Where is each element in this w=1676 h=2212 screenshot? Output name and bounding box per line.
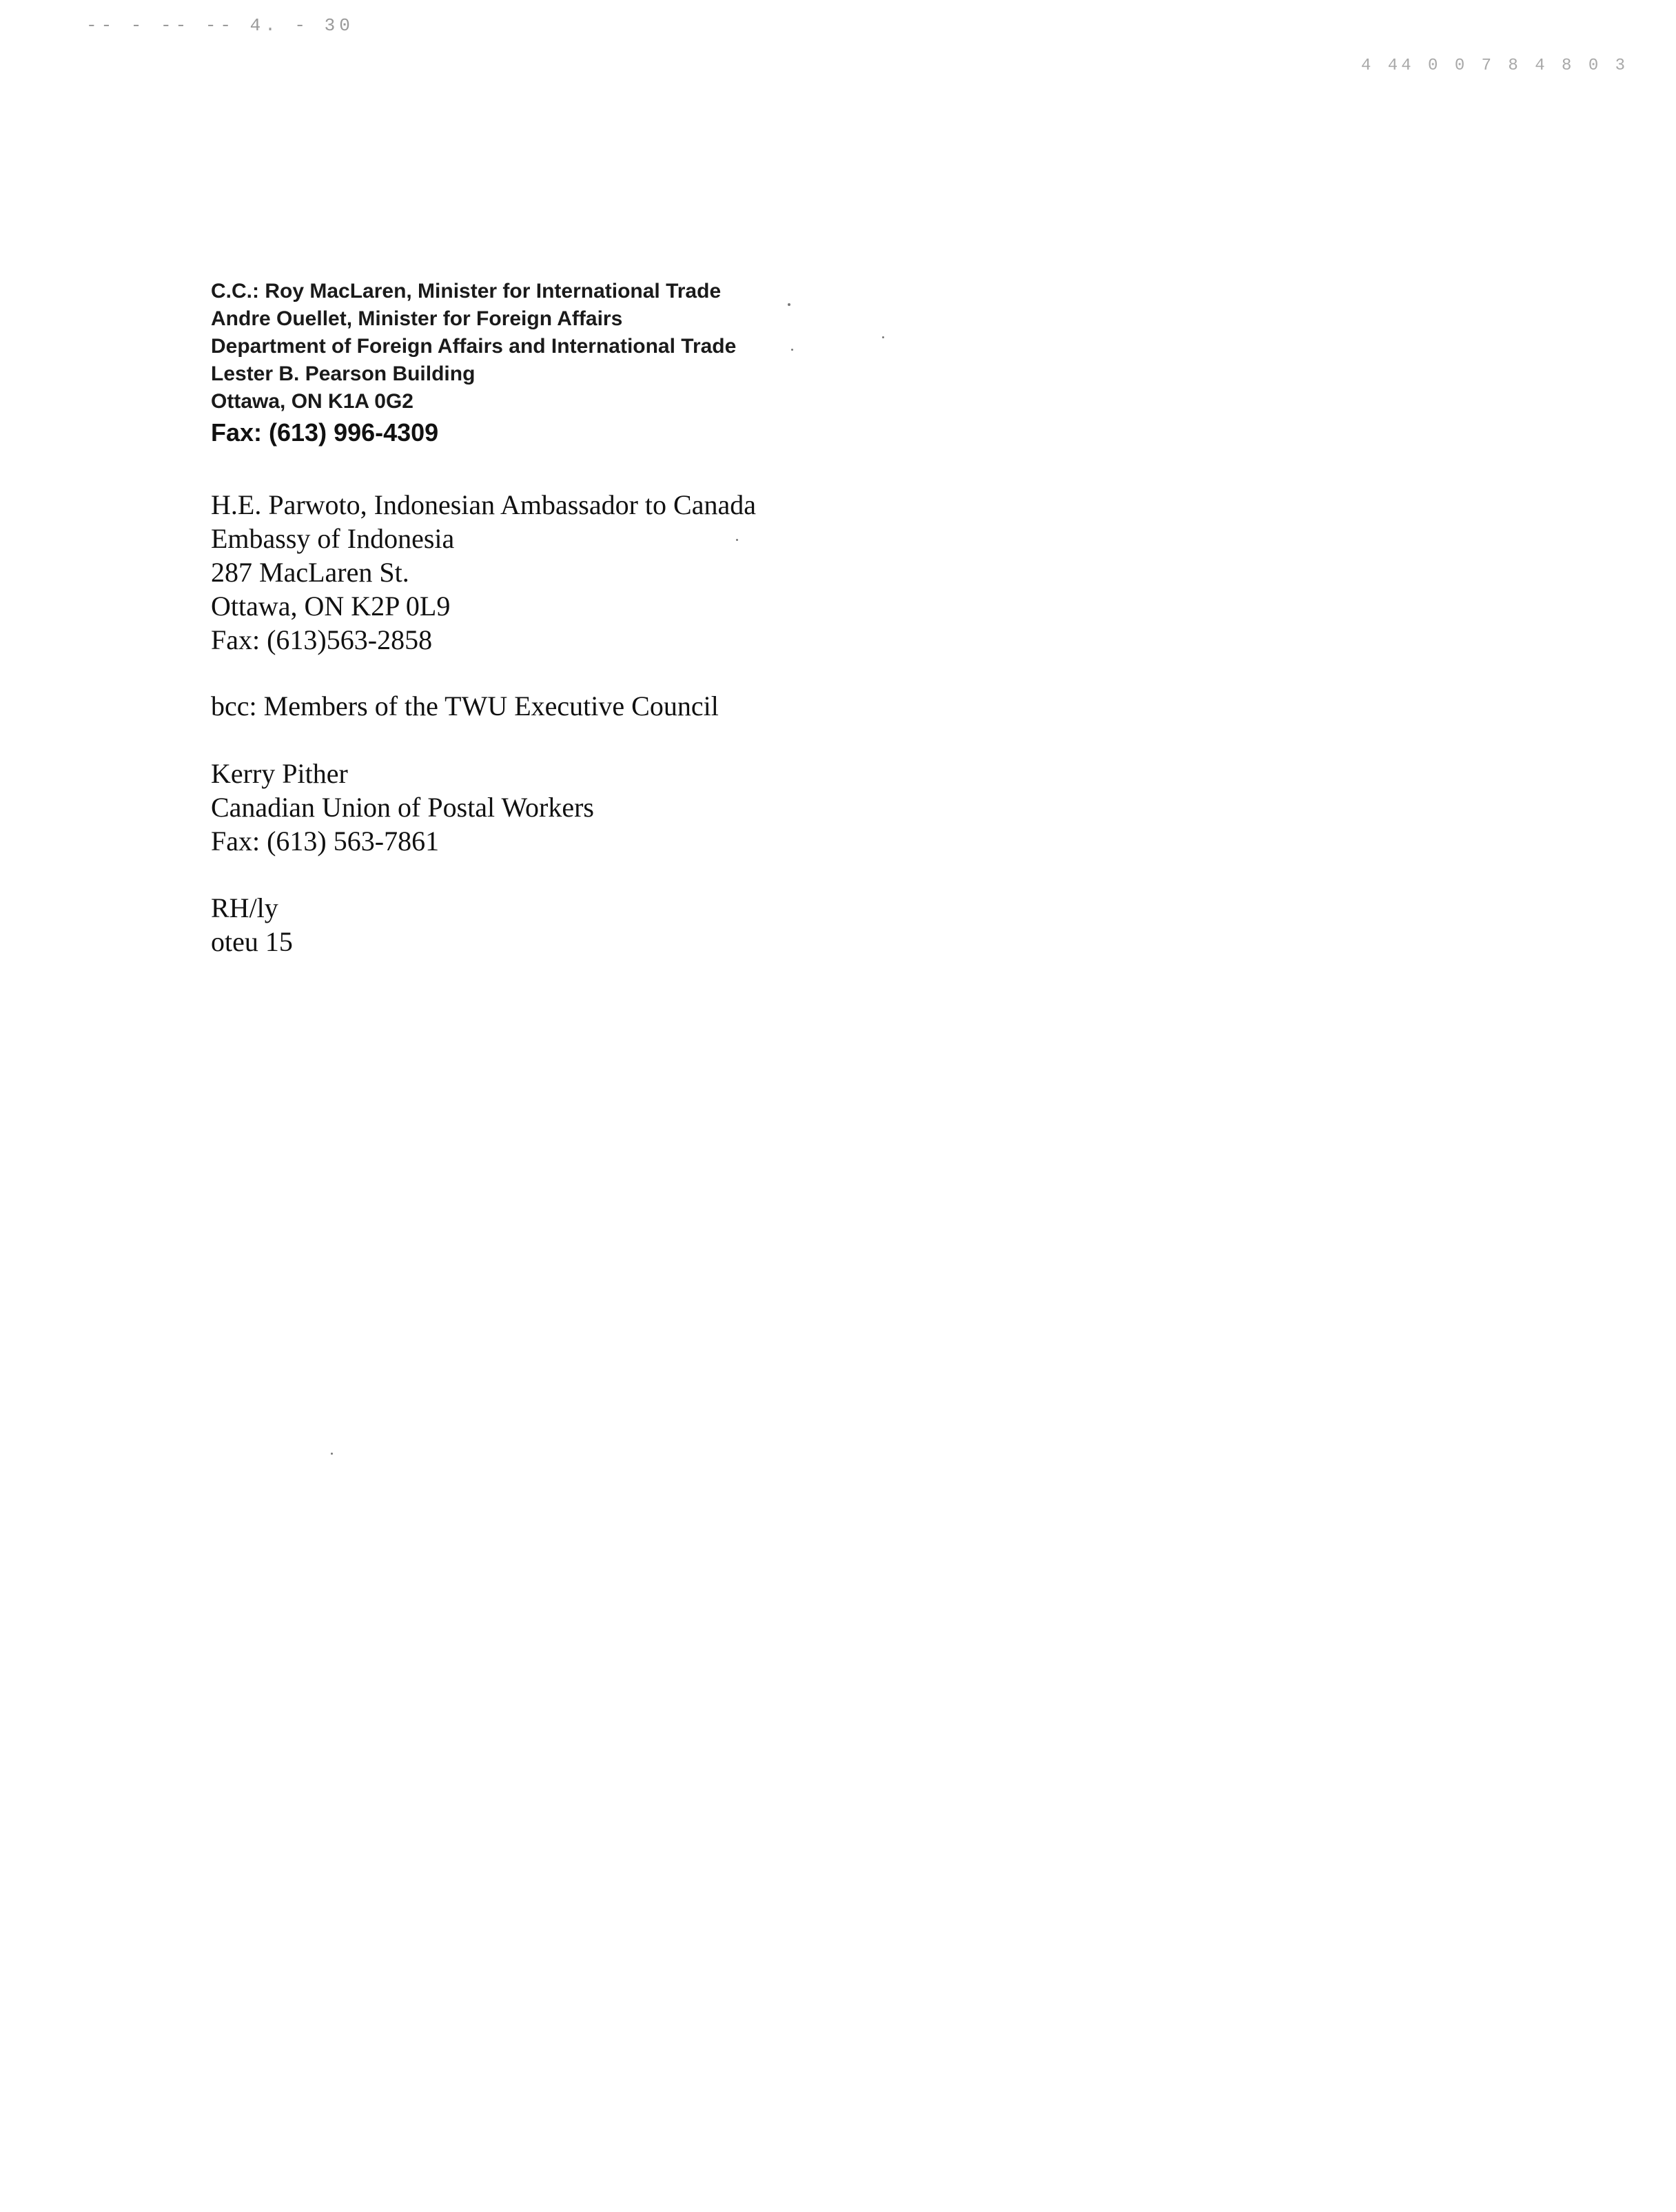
- scan-speck: [788, 303, 790, 306]
- ambassador-fax-number: Fax: (613)563-2858: [211, 624, 433, 655]
- ambassador-address-block: [211, 488, 756, 657]
- cc-line: Ottawa, ON K1A 0G2: [211, 390, 413, 413]
- cc-fax-number: Fax: (613) 996-4309: [211, 418, 439, 447]
- pither-address-block: [211, 757, 594, 858]
- contact-name: Kerry Pither: [211, 758, 348, 789]
- address-line: 287 MacLaren St.: [211, 557, 409, 588]
- cc-line: C.C.: Roy MacLaren, Minister for International Trade: [211, 280, 722, 303]
- contact-organization: Canadian Union of Postal Workers: [211, 792, 594, 823]
- scan-speck: [736, 539, 738, 541]
- typist-initials: RH/ly: [211, 892, 278, 923]
- cc-line: Lester B. Pearson Building: [211, 362, 476, 385]
- address-line: Embassy of Indonesia: [211, 523, 455, 554]
- address-line: H.E. Parwoto, Indonesian Ambassador to Canada: [211, 489, 756, 520]
- scan-speck: [882, 336, 884, 338]
- fax-transmission-header-right: 4 44 0 0 7 8 4 8 0 3: [1361, 57, 1629, 75]
- bcc-line: bcc: Members of the TWU Executive Council: [211, 690, 719, 721]
- fax-transmission-header-left: -- - -- -- 4. - 30: [86, 15, 354, 36]
- contact-fax-number: Fax: (613) 563-7861: [211, 826, 440, 857]
- address-line: Ottawa, ON K2P 0L9: [211, 591, 451, 622]
- cc-line: Andre Ouellet, Minister for Foreign Affairs: [211, 307, 623, 330]
- scan-speck: [331, 1453, 333, 1455]
- scan-speck: [791, 349, 793, 351]
- cc-recipients-block: [211, 278, 736, 450]
- bcc-block: [211, 689, 719, 723]
- typist-initials-block: [211, 891, 293, 959]
- union-reference: oteu 15: [211, 926, 293, 957]
- cc-line: Department of Foreign Affairs and International Trade: [211, 335, 737, 358]
